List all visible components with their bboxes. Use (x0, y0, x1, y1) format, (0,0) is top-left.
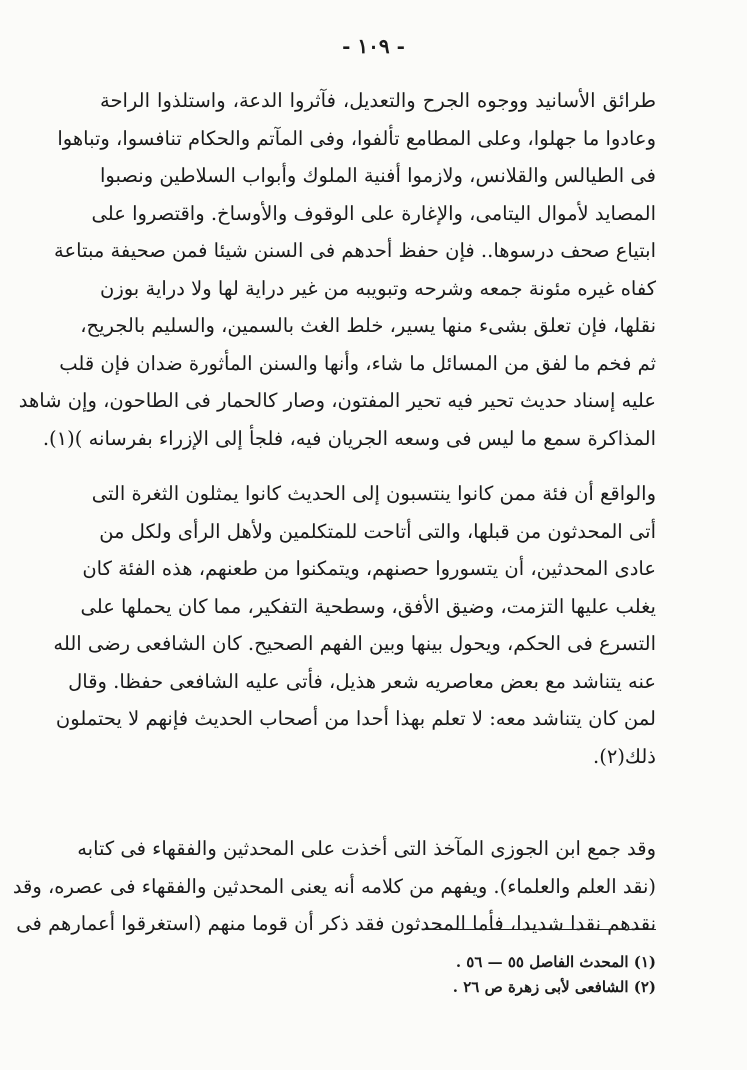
text-line: وقد جمع ابن الجوزى المآخذ التى أخذت على المحدثين والفقهاء فى كتابه (77, 837, 656, 860)
text-line: المذاكرة سمع ما ليس فى وسعه الجريان فيه، فلجأ إلى الإزراء بفرسانه )(١). (42, 426, 656, 450)
paragraph-3 (12, 830, 656, 943)
text-line: المصايد لأموال اليتامى، والإغارة على الوقوف والأوساخ. واقتصروا على (91, 201, 656, 225)
footnote-1: (١) المحدث الفاصل ٥٥ — ٥٦ . (455, 953, 656, 971)
text-line: ذلك(٢). (593, 744, 656, 768)
footnote-2: (٢) الشافعى لأبى زهرة ص ٢٦ . (452, 978, 656, 996)
text-line: يغلب عليها التزمت، وضيق الأفق، وسطحية التفكير، مما كان يحملها على (80, 594, 656, 618)
paragraph-2 (53, 475, 656, 775)
paragraph-1 (18, 82, 656, 457)
text-line: (نقد العلم والعلماء). ويفهم من كلامه أنه يعنى المحدثين والفقهاء فى عصره، وقد (12, 874, 656, 898)
text-line: نقدهم نقدا شديدا، فأما المحدثون فقد ذكر أن قوما منهم (استغرقوا أعمارهم فى (16, 912, 656, 935)
text-line: كفاه غيره مئونة جمعه وشرحه وتبويبه من غير دراية لها ولا دراية بوزن (100, 276, 656, 300)
page-number: - ١٠٩ - (342, 34, 405, 58)
text-line: ثم فخم ما لفق من المسائل ما شاء، وأنها والسنن المأثورة ضدان فإن قلب (59, 351, 656, 375)
text-line: لمن كان يتناشد معه: لا تعلم بهذا أحدا من أصحاب الحديث فإنهم لا يحتملون (55, 707, 656, 730)
text-line: التسرع فى الحكم، ويحول بينها وبين الفهم الصحيح. كان الشافعى رضى الله (53, 632, 656, 655)
footnotes (300, 950, 656, 1000)
text-line: طرائق الأسانيد ووجوه الجرح والتعديل، فآثروا الدعة، واستلذوا الراحة (100, 89, 656, 112)
text-line: ابتياع صحف درسوها.. فإن حفظ أحدهم فى السنن شيئا فمن صحيفة مبتاعة (54, 239, 656, 262)
text-line: والواقع أن فئة ممن كانوا ينتسبون إلى الحديث كانوا يمثلون الثغرة التى (91, 482, 656, 505)
text-line: أتى المحدثون من قبلها، والتى أتاحت للمتكلمين ولأهل الرأى ولكل من (99, 519, 656, 543)
text-line: نقلها، فإن تعلق بشىء منها يسير، خلط الغث بالسمين، والسليم بالجريح، (80, 314, 656, 337)
text-line: عنه يتناشد مع بعض معاصريه شعر هذيل، فأتى عليه الشافعى حفظا. وقال (68, 669, 656, 693)
text-line: عادى المحدثين، أن يتسوروا حصنهم، ويتمكنوا من طعنهم، هذه الفئة كان (82, 557, 656, 580)
footnote-divider (426, 929, 656, 930)
text-line: فى الطيالس والقلانس، ولازموا أفنية الملوك وأبواب السلاطين ونصبوا (100, 164, 656, 187)
text-line: عليه إسناد حديث تحير فيه تحير المفتون، وصار كالحمار فى الطاحون، وإن شاهد (18, 389, 656, 412)
text-line: وعادوا ما جهلوا، وعلى المطامع تألفوا، وفى المآتم والحكام تنافسوا، وتباهوا (57, 126, 656, 150)
